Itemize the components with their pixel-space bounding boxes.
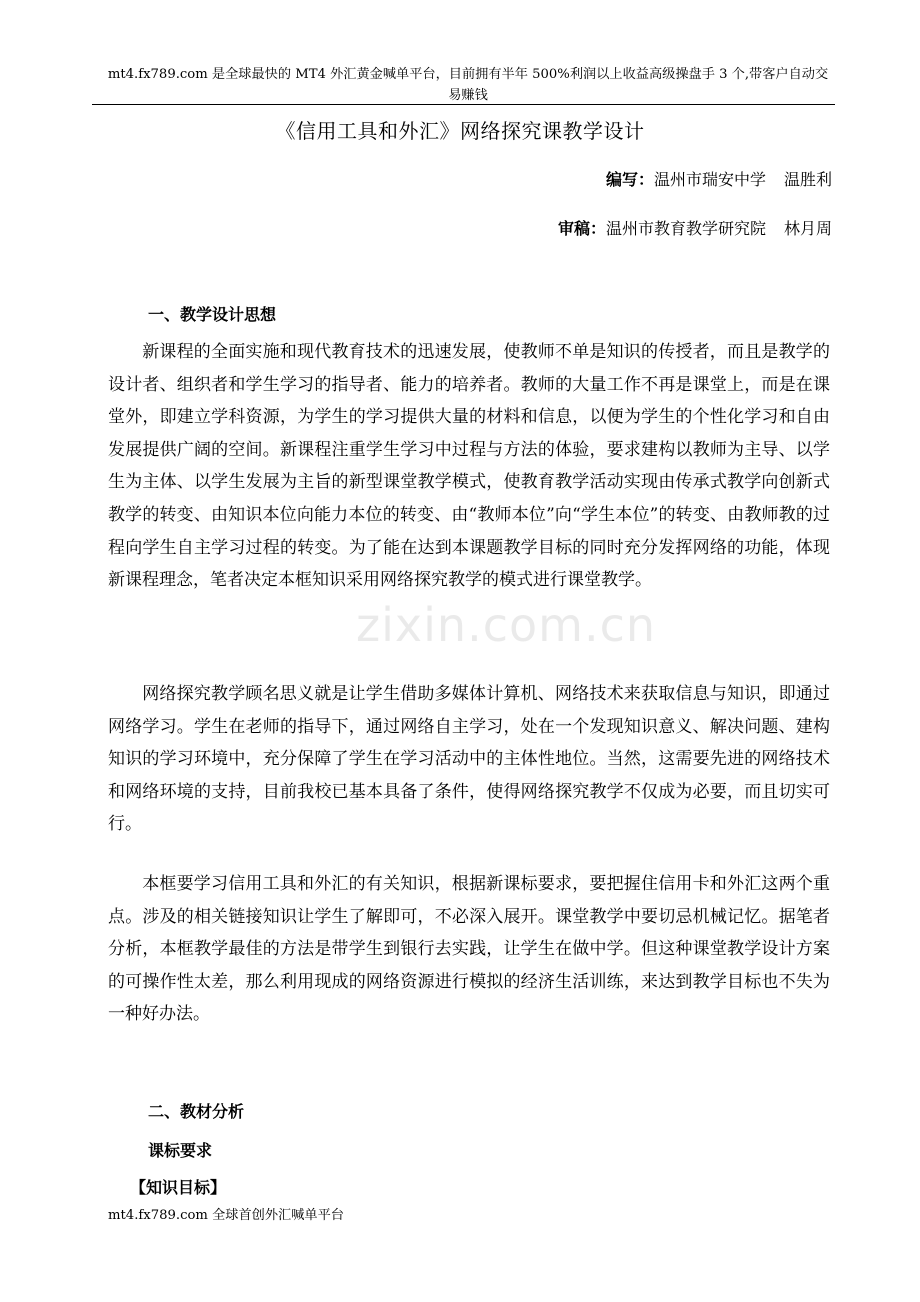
reviewer-org: 温州市教育教学研究院 xyxy=(605,219,766,238)
section-heading-teaching-design: 一、教学设计思想 xyxy=(148,305,277,324)
author-name: 温胜利 xyxy=(783,170,832,189)
header-rule xyxy=(92,104,835,105)
author-org: 温州市瑞安中学 xyxy=(653,170,766,189)
paragraph-3-text: 本框要学习信用工具和外汇的有关知识，根据新课标要求，要把握住信用卡和外汇这两个重点。涉及的相关链接知识让学生了解即可，不必深入展开。课堂教学中要切忌机械记忆。据笔者分析，本框教学最佳的方法是带学生到银行去实践，让学生在做中学。但这种课堂教学设计方案的可操作性太差，那么利用现成的网络资源进行模拟的经济生活训练，来达到教学目标也不失为一种好办法。 xyxy=(108,874,830,1025)
subheading-curriculum-requirements: 课标要求 xyxy=(148,1141,213,1160)
paragraph-1 xyxy=(108,336,830,597)
paragraph-2-text: 网络探究教学顾名思义就是让学生借助多媒体计算机、网络技术来获取信息与知识，即通过网络学习。学生在老师的指导下，通过网络自主学习，处在一个发现知识意义、解决问题、建构知识的学习环境中，充分保障了学生在学习活动中的主体性地位。当然，这需要先进的网络技术和网络环境的支持，目前我校已基本具备了条件，使得网络探究教学不仅成为必要，而且切实可行。 xyxy=(108,684,830,835)
author-label: 编写： xyxy=(605,170,654,189)
section-heading-material-analysis: 二、教材分析 xyxy=(148,1102,245,1121)
document-title: 《信用工具和外汇》网络探究课教学设计 xyxy=(275,119,645,143)
author-line xyxy=(606,168,832,192)
reviewer-label: 审稿： xyxy=(557,219,606,238)
reviewer-name: 林月周 xyxy=(783,219,832,238)
paragraph-3 xyxy=(108,868,830,1031)
paragraph-1-text: 新课程的全面实施和现代教育技术的迅速发展，使教师不单是知识的传授者，而且是教学的设计者、组织者和学生学习的指导者、能力的培养者。教师的大量工作不再是课堂上，而是在课堂外，即建立学科资源，为学生的学习提供大量的材料和信息，以便为学生的个性化学习和自由发展提供广阔的空间。新课程注重学生学习中过程与方法的体验，要求建构以教师为主导、以学生为主体、以学生发展为主旨的新型课堂教学模式，使教育教学活动实现由传承式教学向创新式教学的转变、由知识本位向能力本位的转变、由“教师本位”向“学生本位”的转变、由教师教的过程向学生自主学习过程的转变。为了能在达到本课题教学目标的同时充分发挥网络的功能，体现新课程理念，笔者决定本框知识采用网络探究教学的模式进行课堂教学。 xyxy=(108,342,830,591)
paragraph-2 xyxy=(108,678,830,841)
reviewer-line xyxy=(558,217,832,241)
page-footer: mt4.fx789.com 全球首创外汇喊单平台 xyxy=(108,1208,344,1223)
page-header: mt4.fx789.com 是全球最快的 MT4 外汇黄金喊单平台，目前拥有半年 500%利润以上收益高级操盘手 3 个,带客户自动交易赚钱 xyxy=(107,67,829,103)
watermark: zixin.com.cn xyxy=(356,598,657,652)
subheading-knowledge-goals: 【知识目标】 xyxy=(130,1178,227,1197)
